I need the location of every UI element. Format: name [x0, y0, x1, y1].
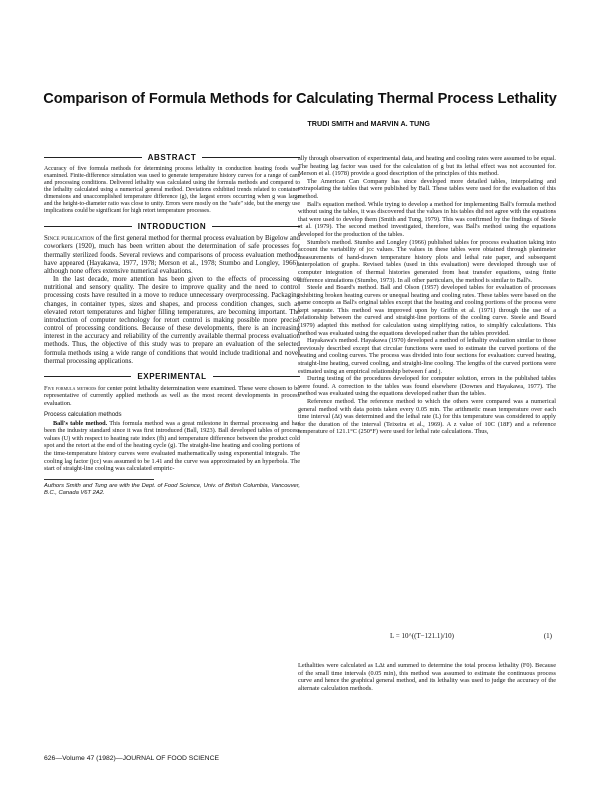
experimental-heading: EXPERIMENTAL	[44, 371, 300, 382]
author-affiliation: Authors Smith and Tung are with the Dept. of Food Science, Univ. of British Columbia, Vancouver, B.C., Canada V6T 2A2.	[44, 482, 300, 496]
right-paragraph-1: ally through observation of experimental data, and heating and cooling rates were assumed to be equal. The heating lag factor was used for the calculation of g but its lethal effect was not accounted for. Merson et al. (1978) provide a good description of the principles of this method.	[298, 155, 556, 178]
equation-number: (1)	[543, 632, 552, 640]
right-paragraph-3: Ball's equation method. While trying to develop a method for implementing Ball's formula method without using the tables, it was discovered that the values in his tables did not agree with the equations that were used to develop them (Smith and Tung, 1979). This was confirmed by the findings of Steele et al. (1979). The second method investigated, therefore, was Ball's method using the equations developed for the production of the tables.	[298, 200, 556, 238]
abstract-text: Accuracy of five formula methods for determining process lethality in conduction heating foods was examined. Finite-difference simulation was used to generate temperature history curves for a range of cans and processing conditions. Delivered lethality was calculated using the formula methods and compared to the lethality calculated using a numerical general method. Deviations exhibited trends related to container dimensions and unaccomplished temperature difference (g), the largest errors occurring when g was large and the height-to-diameter ratio was close to unity. Errors were mostly on the "safe" side, but the energy use implications could be significant for high retort temperature processes.	[44, 166, 300, 215]
page-footer: 626—Volume 47 (1982)—JOURNAL OF FOOD SCIENCE	[44, 755, 220, 762]
right-paragraph-6: Hayakawa's method. Hayakawa (1970) developed a method of lethality evaluation similar to those previously described except that circular functions were used to estimate the curved portions of the heating and cooling curves. The process was divided into four sections for evaluation: curved heating, straight-line heating, curved cooling, and straight-line cooling. The lengths of the curved portions were estimated using an empirical relationship between f and j.	[298, 337, 556, 375]
introduction-heading: INTRODUCTION	[44, 221, 300, 232]
paper-authors: TRUDI SMITH and MARVIN A. TUNG	[307, 119, 430, 128]
abstract-section	[44, 152, 300, 215]
left-column	[44, 152, 300, 497]
footnote-rule	[44, 479, 154, 480]
process-methods-subheading: Process calculation methods	[44, 410, 122, 418]
right-paragraph-5: Steele and Board's method. Ball and Olson (1957) developed tables for evaluation of processes exhibiting broken heating curves or unequal heating and cooling rates. These tables were based on the same concepts as Ball's original tables except that the heating and cooling portions of the process were kept separate. This method was improved upon by Griffin et al. (1971) through the use of a relationship between the curved and straight-line portions of the cooling curve. Steele and Board (1979) adapted this method for calculation using simplifying ratios, to simplify calculations. This method was evaluated using the equations developed rather than the tables provided.	[298, 284, 556, 337]
right-paragraph-2: The American Can Company has since developed more detailed tables, interpolating and extrapolating the tables that were published by Ball. These tables were used for the evaluation of this method.	[298, 177, 556, 200]
paper-title: Comparison of Formula Methods for Calculating Thermal Process Lethality	[43, 91, 557, 107]
introduction-section	[44, 221, 300, 366]
introduction-paragraph-2: In the last decade, more attention has been given to the effects of processing on nutritional and sensory quality. The desire to improve quality and the need to control processing costs have resulted in a move to reduce unnecessary overprocessing. Packaging changes, in container types, sizes and shapes, and process condition changes, such as elevated retort temperatures and higher filling temperatures, are becoming important. The introduction of computer technology for retort control is making possible more precise control of processing conditions. Because of these developments, there is an increasing interest in the accuracy and reliability of the currently available thermal process evaluation methods. Thus, the objective of this study was to prepare an evaluation of the selected formula methods using a wide range of conditions that would include traditional and novel thermal processing applications.	[44, 276, 300, 365]
lethal-rate-equation: L = 10^((T−121.1)/10)	[390, 632, 454, 640]
abstract-heading: ABSTRACT	[44, 152, 300, 163]
right-paragraph-4: Stumbo's method. Stumbo and Longley (1966) published tables for process evaluation taking into account the variability of jcc values. The values in these tables were obtained through planimeter measurements of hand-drawn temperature history plots and lethal rate paper, and subsequent interpolation of graphs. Revised tables (used in this evaluation) were developed through use of computer integration of thermal histories generated from heat transfer equations, using finite difference simulations (Stumbo, 1973). In all other particulars, the method is similar to Ball's.	[298, 238, 556, 284]
right-paragraph-9: Lethalities were calculated as LΔt and summed to determine the total process lethality (F0). Because of the small time intervals (0.05 min), this method was assumed to estimate the continuous process curve and hence the graphical general method, and its lethality was used to judge the accuracy of the alternate calculation methods.	[298, 662, 556, 692]
right-paragraph-7: During testing of the procedures developed for computer solution, errors in the published tables were found. A correction to the tables was found elsewhere (Downes and Hayakawa, 1977). The method was evaluated using the equations developed rather than the tables.	[298, 375, 556, 398]
experimental-paragraph-2: Ball's table method. This formula method was a great milestone in thermal processing and has been the industry standard since it was first introduced (Ball, 1923). Ball developed tables of process values (U) with respect to heating rate index (fh) and temperature difference between the product cold spot and the retort at the end of the heating cycle (g). The straight-line heating and cooling portions of the time-temperature history curves were evaluated mathematically using exponential integrals. The cooling lag factor (jcc) was assumed to be 1.41 and the curve was approximated by an hyperbola. The start of straight-line cooling was calculated empiric-	[44, 419, 300, 473]
experimental-paragraph-1: Five formula methods for center point lethality determination were examined. These were chosen to be representative of currently applied methods as well as the most recent developments in process evaluation.	[44, 384, 300, 408]
right-paragraph-8: Reference method. The reference method to which the others were compared was a numerical general method with data points taken every 0.05 min. The arithmetic mean temperature over each time interval (Δt) was determined and the lethal rate (L) for this temperature was considered to apply for the duration of the interval (Teixeira et al., 1969). A z value of 10C (18F) and a reference temperature of 121.1°C (250°F) were used for lethal rate calculations. Thus,	[298, 398, 556, 436]
experimental-section	[44, 371, 300, 473]
after-equation-text	[298, 662, 556, 692]
equation-block	[298, 632, 556, 644]
right-column	[298, 155, 556, 436]
introduction-paragraph-1: Since publication of the first general method for thermal process evaluation by Bigelow and coworkers (1920), much has been written about the determination of safe processes for thermally sterilized foods. Several reviews and comparisons of process evaluation methods have appeared (Hayakawa, 1977, 1978; Merson et al., 1978; Stumbo and Longley, 1966), although none offers extensive numerical evaluations.	[44, 235, 301, 275]
